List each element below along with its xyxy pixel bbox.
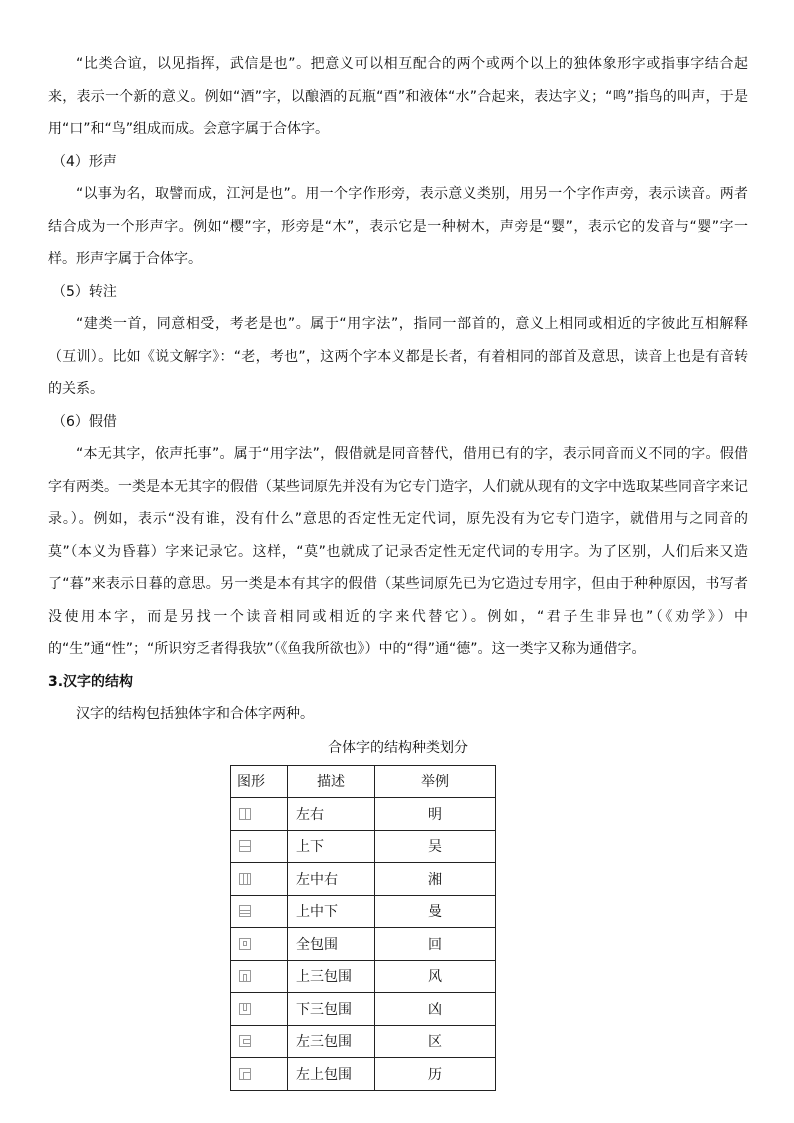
structure-description: 上中下 [288,895,375,928]
structure-shape-cell [231,895,288,928]
structure-example: 吴 [375,830,496,863]
table-row [231,830,496,863]
heading-zhuanzhu: （5）转注 [52,283,117,300]
structure-shape-cell [231,863,288,896]
paragraph-zhuanzhu: “建类一首，同意相受，考老是也”。属于“用字法”，指同一部首的，意义上相同或相近的字彼此互相解释（互训）。比如《说文解字》：“老，考也”，这两个字本义都是长者，有着相同的部首及意思，读音上也是有音转的关系。 [48,316,748,397]
top-middle-bottom-icon [239,905,251,917]
left-right-icon [239,808,251,820]
structure-description: 下三包围 [288,993,375,1026]
structure-shape-cell [231,960,288,993]
structure-shape-cell [231,830,288,863]
table-row [231,993,496,1026]
structure-example: 曼 [375,895,496,928]
table-body [231,798,496,1091]
table-row [231,1058,496,1091]
structure-example: 凶 [375,993,496,1026]
structure-description: 全包围 [288,928,375,961]
section-title-structure: 3.汉字的结构 [48,673,134,690]
structure-description: 左中右 [288,863,375,896]
full-enclosure-icon [239,938,251,950]
structure-shape-cell [231,1058,288,1091]
structure-example: 湘 [375,863,496,896]
structure-description: 上下 [288,830,375,863]
header-example: 举例 [375,765,496,798]
structure-table [230,765,496,1091]
heading-xingsheng: （4）形声 [52,153,117,170]
structure-example: 历 [375,1058,496,1091]
table-row [231,798,496,831]
table-caption: 合体字的结构种类划分 [328,739,468,756]
table-row [231,895,496,928]
structure-shape-cell [231,928,288,961]
paragraph-xingsheng: “以事为名，取譬而成，江河是也”。用一个字作形旁，表示意义类别，用另一个字作声旁，表示读音。两者结合成为一个形声字。例如“樱”字，形旁是“木”，表示它是一种树木，声旁是“婴”，表示它的发音与“婴”字一样。形声字属于合体字。 [48,186,748,267]
header-desc: 描述 [288,765,375,798]
table-row [231,1025,496,1058]
paragraph-structure-intro: 汉字的结构包括独体字和合体字两种。 [76,706,314,722]
heading-jiajie: （6）假借 [52,413,117,430]
structure-shape-cell [231,993,288,1026]
table-row [231,960,496,993]
top-bottom-icon [239,840,251,852]
header-icon: 图形 [231,765,288,798]
bottom-three-enclosure-icon [239,1003,251,1015]
structure-example: 风 [375,960,496,993]
structure-description: 左右 [288,798,375,831]
structure-shape-cell [231,798,288,831]
structure-description: 上三包围 [288,960,375,993]
structure-example: 明 [375,798,496,831]
structure-example: 回 [375,928,496,961]
top-three-enclosure-icon [239,970,251,982]
structure-description: 左上包围 [288,1058,375,1091]
document-page [48,48,748,1091]
table-row [231,928,496,961]
structure-example: 区 [375,1025,496,1058]
structure-shape-cell [231,1025,288,1058]
paragraph-jiajie: “本无其字，依声托事”。属于“用字法”，假借就是同音替代，借用已有的字，表示同音而义不同的字。假借字有两类。一类是本无其字的假借（某些词原先并没有为它专门造字，人们就从现有的文字中选取某些同音字来记录。）。例如，表示“没有谁，没有什么”意思的否定性无定代词，原先没有为它专门造字，就借用与之同音的莫”（本义为昏暮）字来记录它。这样，“莫”也就成了记录否定性无定代词的专用字。为了区别，人们后来又造了“暮”来表示日暮的意思。另一类是本有其字的假借（某些词原先已为它造过专用字，但由于种种原因，书写者没使用本字，而是另找一个读音相同或相近的字来代替它）。例如，“君子生非异也”（《劝学》）中的“生”通“性”；“所识穷乏者得我欤”（《鱼我所欲也》）中的“得”通“德”。这一类字又称为通借字。 [48,446,748,657]
paragraph-huiyi: “比类合谊，以见指挥，武信是也”。把意义可以相互配合的两个或两个以上的独体象形字或指事字结合起来，表示一个新的意义。例如“酒”字，以酿酒的瓦瓶“酉”和液体“水”合起来，表达字义；“鸣”指鸟的叫声，于是用“口”和“鸟”组成而成。会意字属于合体字。 [48,56,748,137]
left-middle-right-icon [239,873,251,885]
left-three-enclosure-icon [239,1035,251,1047]
table-header-row [231,765,496,798]
top-left-enclosure-icon [239,1068,251,1080]
table-row [231,863,496,896]
structure-description: 左三包围 [288,1025,375,1058]
